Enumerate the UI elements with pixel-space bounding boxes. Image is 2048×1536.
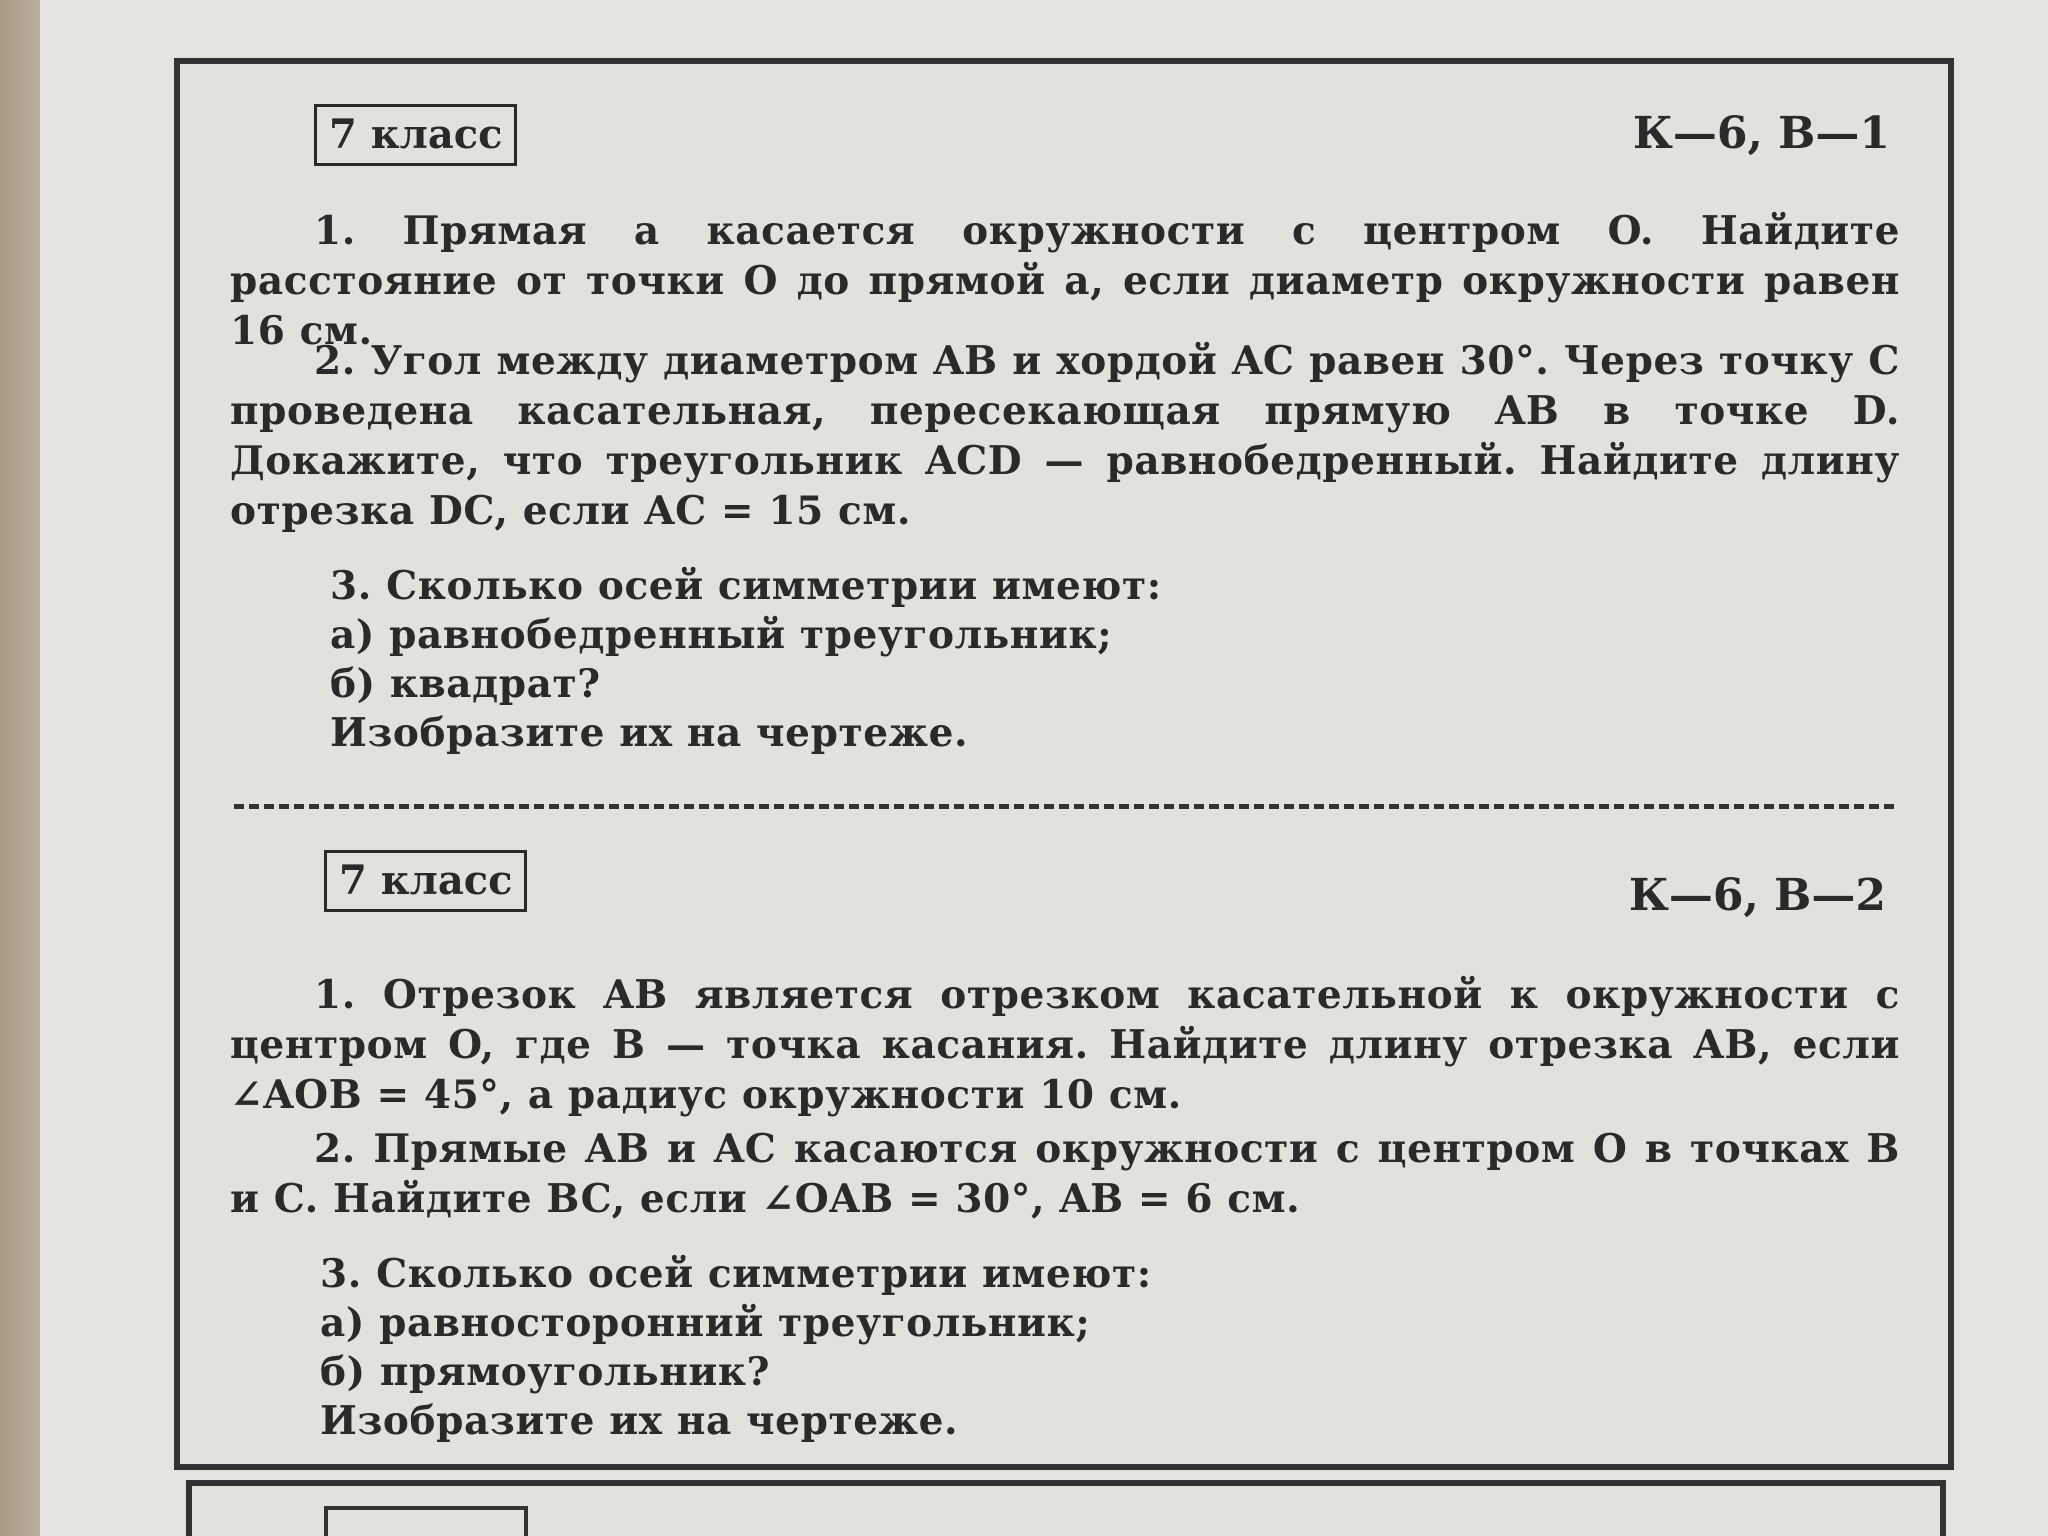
paper-sheet (40, 0, 2048, 1536)
task-3-option-b: б) прямоугольник? (320, 1349, 771, 1395)
task-1: 1. Отрезок AB является отрезком касательной к окружности с центром O, где B — точка касания. Найдите длину отрезка AB, если ∠AOB = 45°, а радиус окружности 10 см. (230, 972, 1900, 1118)
task-3-option-a: а) равнобедренный треугольник; (330, 612, 1113, 658)
cut-line-divider (234, 804, 1894, 809)
next-class-label-box-edge (324, 1506, 528, 1536)
task-3-option-b: б) квадрат? (330, 661, 601, 707)
class-label-box: 7 класс (324, 850, 527, 912)
task-3-instruction: Изобразите их на чертеже. (330, 710, 969, 756)
next-worksheet-frame-edge (186, 1480, 1946, 1536)
task-1: 1. Прямая a касается окружности с центром O. Найдите расстояние от точки O до прямой a, если диаметр окружности равен 16 см. (230, 208, 1900, 354)
task-3-instruction: Изобразите их на чертеже. (320, 1398, 959, 1444)
task-2: 2. Прямые AB и AC касаются окружности с центром O в точках B и C. Найдите BC, если ∠OAB = 30°, AB = 6 см. (230, 1126, 1900, 1222)
variant-code: К—6, В—1 (1632, 108, 1890, 159)
task-3-question: 3. Сколько осей симметрии имеют: (330, 563, 1162, 609)
worksheet-frame (174, 58, 1954, 1470)
task-3 (330, 562, 1730, 758)
task-3-option-a: а) равносторонний треугольник; (320, 1300, 1091, 1346)
class-label-box: 7 класс (314, 104, 517, 166)
task-3-question: 3. Сколько осей симметрии имеют: (320, 1251, 1152, 1297)
task-2: 2. Угол между диаметром AB и хордой AC равен 30°. Через точку C проведена касательная, пересекающая прямую AB в точке D. Докажите, что треугольник ACD — равнобедренный. Найдите длину отрезка DC, если AC = 15 см. (230, 338, 1900, 534)
task-3 (320, 1250, 1720, 1446)
variant-code: К—6, В—2 (1628, 870, 1886, 921)
